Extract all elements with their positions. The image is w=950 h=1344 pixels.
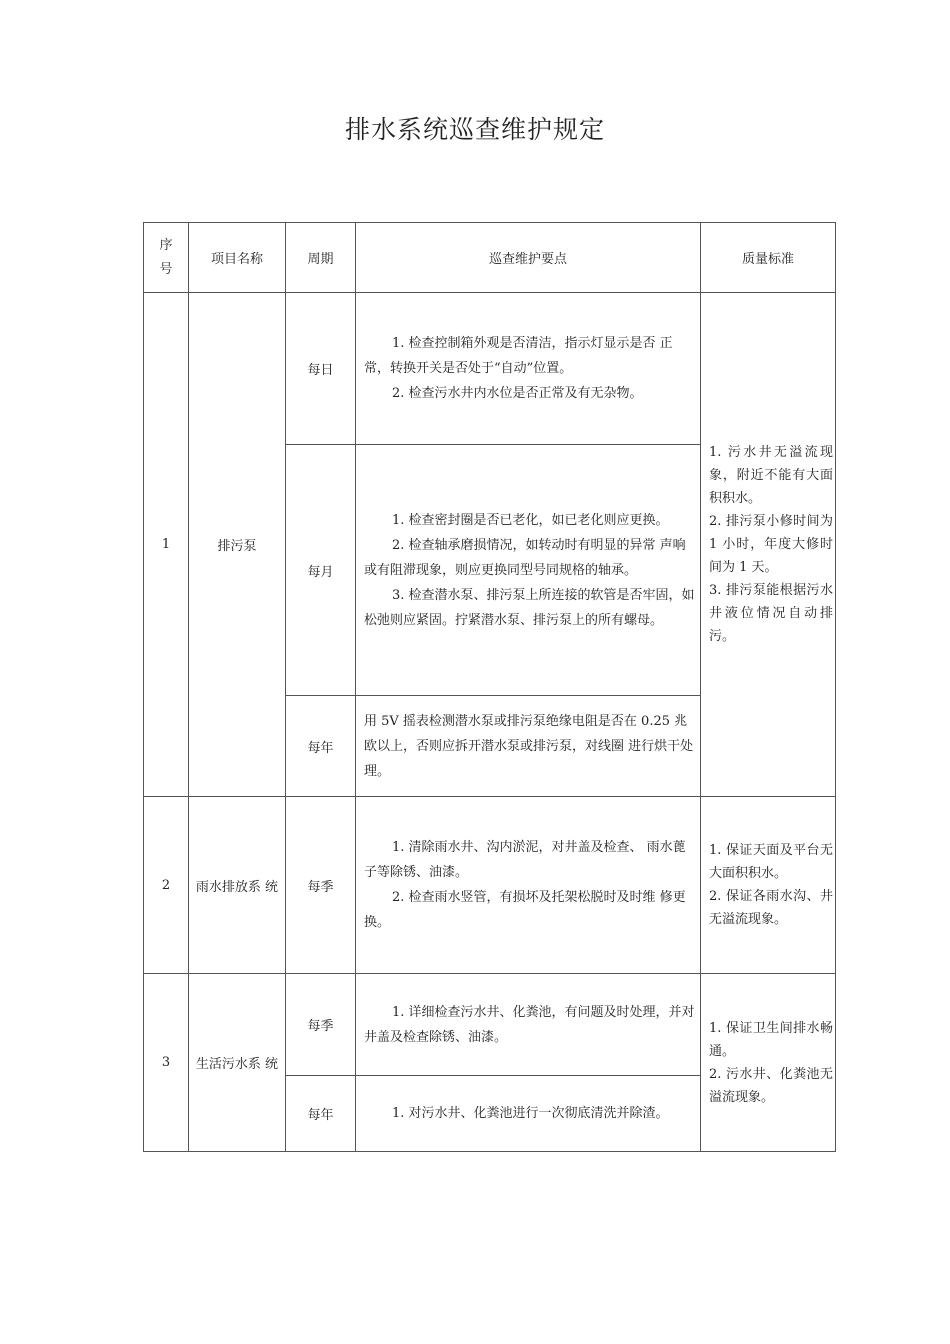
row-period: 每月: [286, 445, 356, 696]
quality-text: 1. 保证天面及平台无大面积积水。: [709, 843, 833, 881]
row-period: 每日: [286, 293, 356, 445]
row-points: [356, 293, 701, 445]
header-points: 巡查维护要点: [356, 223, 701, 293]
row-period: 每年: [286, 1076, 356, 1152]
point-text: 1. 清除雨水井、沟内淤泥，对井盖及检查、 雨水蓖子等除锈、油漆。: [364, 840, 686, 880]
row-name: 排污泵: [189, 293, 286, 797]
header-no: 序号: [144, 223, 189, 293]
quality-text: 2. 污水井、化粪池无溢流现象。: [709, 1066, 833, 1105]
quality-text: 2. 排污泵小修时间为 1 小时，年度大修时间为 1 天。: [709, 514, 833, 575]
row-points: [356, 974, 701, 1076]
maintenance-table: [143, 222, 836, 1152]
row-points: [356, 445, 701, 696]
row-name: 生活污水系 统: [189, 974, 286, 1152]
row-no: 1: [144, 293, 189, 797]
point-text: 2. 检查污水井内水位是否正常及有无杂物。: [392, 386, 643, 401]
quality-text: 3. 排污泵能根据污水井液位情况自动排污。: [709, 583, 833, 644]
table-row: [144, 974, 836, 1076]
row-points: [356, 797, 701, 974]
point-text: 3. 检查潜水泵、排污泵上所连接的软管是否牢固，如松弛则应紧固。拧紧潜水泵、排污泵上的所有螺母。: [364, 587, 695, 628]
row-points: [356, 1076, 701, 1152]
header-quality: 质量标准: [701, 223, 836, 293]
point-text: 1. 详细检查污水井、化粪池，有问题及时处理，并对井盖及检查除锈、油漆。: [364, 1004, 695, 1045]
row-period: 每年: [286, 696, 356, 797]
row-points: [356, 696, 701, 797]
header-name: 项目名称: [189, 223, 286, 293]
point-text: 1. 对污水井、化粪池进行一次彻底清洗并除渣。: [392, 1106, 669, 1121]
table-header-row: [144, 223, 836, 293]
row-name: 雨水排放系 统: [189, 797, 286, 974]
point-text: 2. 检查雨水竖管，有损坏及托架松脱时及时维 修更换。: [364, 890, 686, 930]
point-text: 2. 检查轴承磨损情况，如转动时有明显的异常 声响或有阻滞现象，则应更换同型号同规格的轴承。: [364, 537, 686, 578]
row-quality: [701, 797, 836, 974]
row-period: 每季: [286, 974, 356, 1076]
header-period: 周期: [286, 223, 356, 293]
table-row: [144, 293, 836, 445]
row-quality: [701, 293, 836, 797]
point-text: 1. 检查密封圈是否已老化，如已老化则应更换。: [392, 512, 669, 528]
point-text: 1. 检查控制箱外观是否清洁，指示灯显示是否 正常，转换开关是否处于“自动”位置。: [364, 336, 673, 376]
row-no: 2: [144, 797, 189, 974]
quality-text: 1. 保证卫生间排水畅通。: [709, 1020, 833, 1059]
row-no: 3: [144, 974, 189, 1152]
point-text: 用 5V 摇表检测潜水泵或排污泵绝缘电阻是否在 0.25 兆欧以上，否则应拆开潜水泵或排污泵，对线圈 进行烘干处理。: [364, 713, 694, 779]
page-title: 排水系统巡查维护规定: [344, 115, 605, 144]
row-period: 每季: [286, 797, 356, 974]
quality-text: 1. 污水井无溢流现象，附近不能有大面积积水。: [709, 445, 833, 506]
quality-text: 2. 保证各雨水沟、井无溢流现象。: [709, 889, 833, 927]
row-quality: [701, 974, 836, 1152]
table-row: [144, 797, 836, 974]
